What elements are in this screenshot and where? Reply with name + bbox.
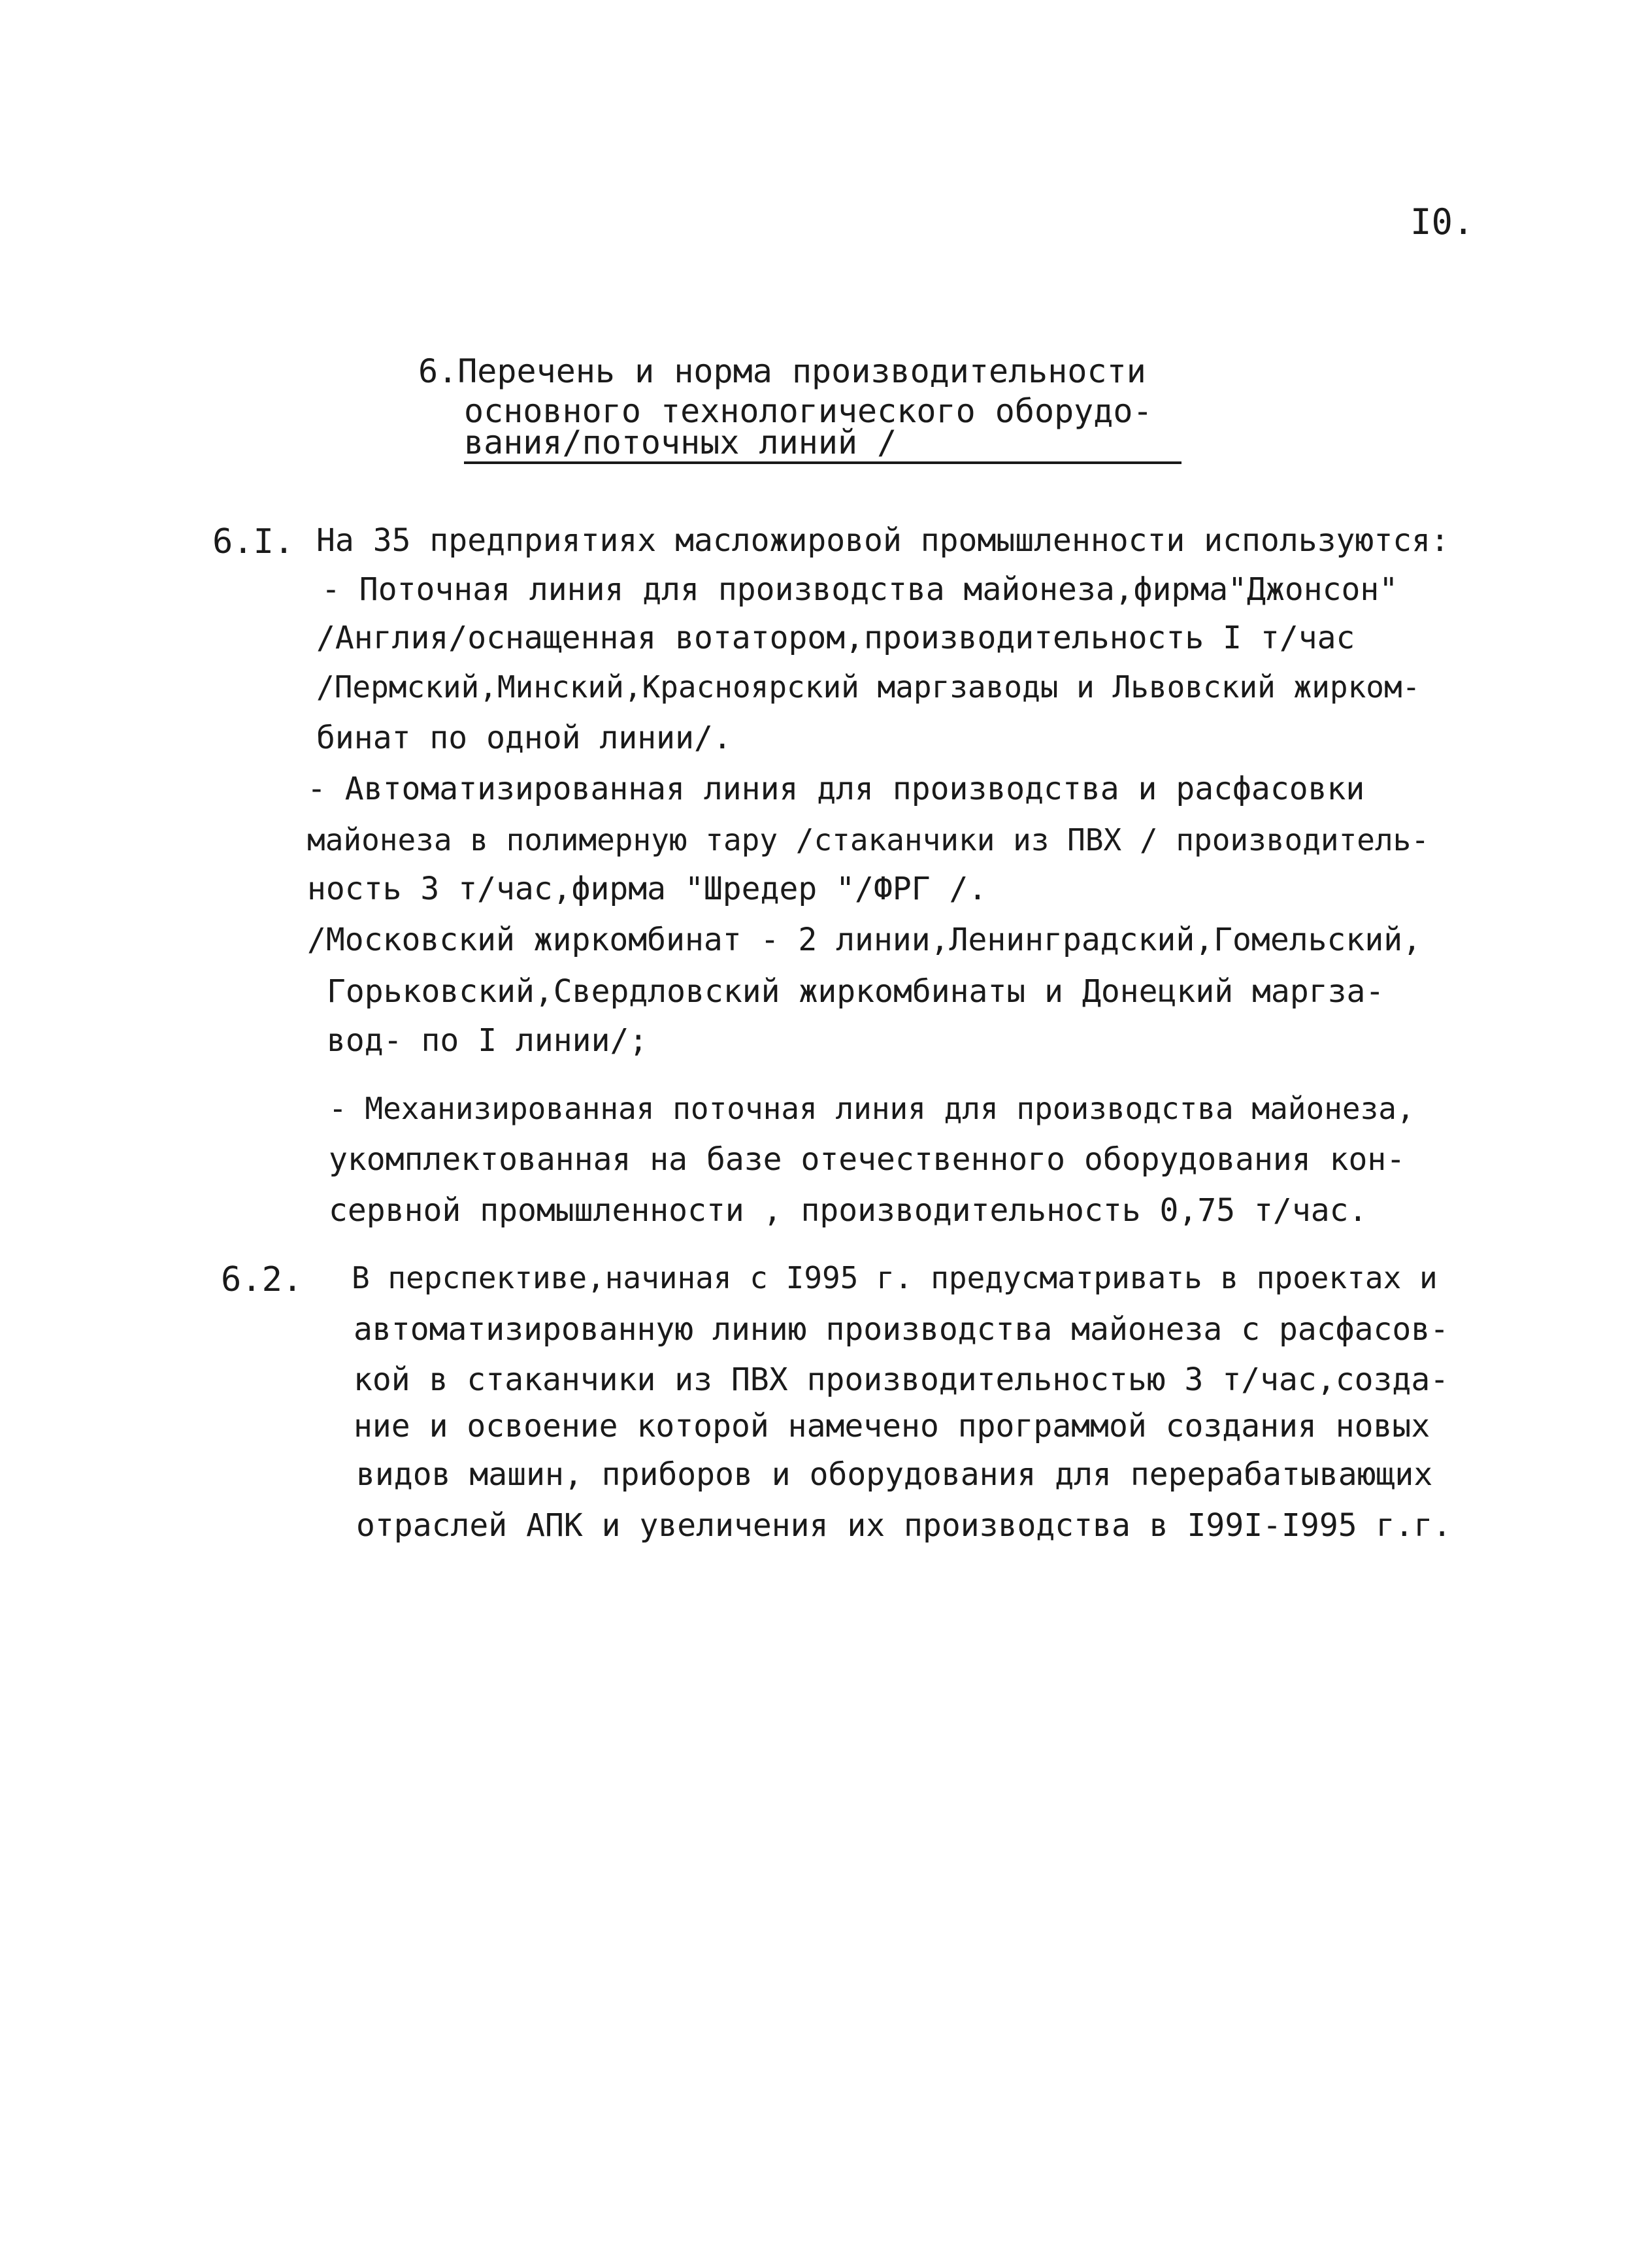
heading-line-3: вания/поточных линий /	[464, 424, 897, 461]
section-6-1-line: майонеза в полимерную тару /стаканчики из ПВХ / производитель-	[307, 822, 1430, 858]
section-6-2-line: кой в стаканчики из ПВХ производительностью 3 т/час,созда-	[354, 1361, 1449, 1398]
section-6-1-line: - Поточная линия для производства майонеза,фирма"Джонсон"	[322, 571, 1398, 608]
section-6-2-line: отраслей АПК и увеличения их производства в I99I-I995 г.г.	[356, 1507, 1452, 1544]
section-6-2-line: ние и освоение которой намечено программой создания новых	[354, 1408, 1430, 1444]
section-6-1-number: 6.I.	[212, 522, 295, 561]
section-6-2-line: В перспективе,начиная с I995 г. предусматривать в проектах и	[352, 1260, 1438, 1295]
heading-underline	[464, 461, 1181, 464]
section-6-1-line: /Англия/оснащенная вотатором,производительность I т/час	[316, 620, 1355, 656]
heading-line-2: основного технологического оборудо-	[464, 392, 1153, 430]
section-6-1-line: - Автоматизированная линия для производства и расфасовки	[307, 771, 1365, 807]
section-6-1-line: - Механизированная поточная линия для производства майонеза,	[329, 1091, 1415, 1126]
section-6-1-line: ность 3 т/час,фирма "Шредер "/ФРГ /.	[307, 871, 987, 907]
section-6-1-line: На 35 предприятиях масложировой промышленности используются:	[316, 522, 1449, 559]
section-6-2-line: автоматизированную линию производства майонеза с расфасов-	[354, 1311, 1449, 1348]
section-6-1-line: укомплектованная на базе отечественного оборудования кон-	[329, 1141, 1406, 1178]
section-6-1-line: /Пермский,Минский,Красноярский маргзаводы и Львовский жирком-	[316, 669, 1421, 705]
section-6-1-line: /Московский жиркомбинат - 2 линии,Ленинградский,Гомельский,	[307, 922, 1422, 958]
section-6-2-number: 6.2.	[221, 1260, 303, 1299]
page-number: I0.	[1410, 201, 1474, 242]
section-6-1-line: сервной промышленности , производительность 0,75 т/час.	[329, 1192, 1368, 1229]
section-6-1-line: бинат по одной линии/.	[316, 720, 732, 756]
section-6-1-line: вод- по I линии/;	[327, 1022, 648, 1059]
section-6-1-line: Горьковский,Свердловский жиркомбинаты и Донецкий маргза-	[327, 973, 1385, 1010]
heading-line-1: 6.Перечень и норма производительности	[418, 352, 1146, 390]
section-6-2-line: видов машин, приборов и оборудования для перерабатывающих	[356, 1456, 1433, 1493]
